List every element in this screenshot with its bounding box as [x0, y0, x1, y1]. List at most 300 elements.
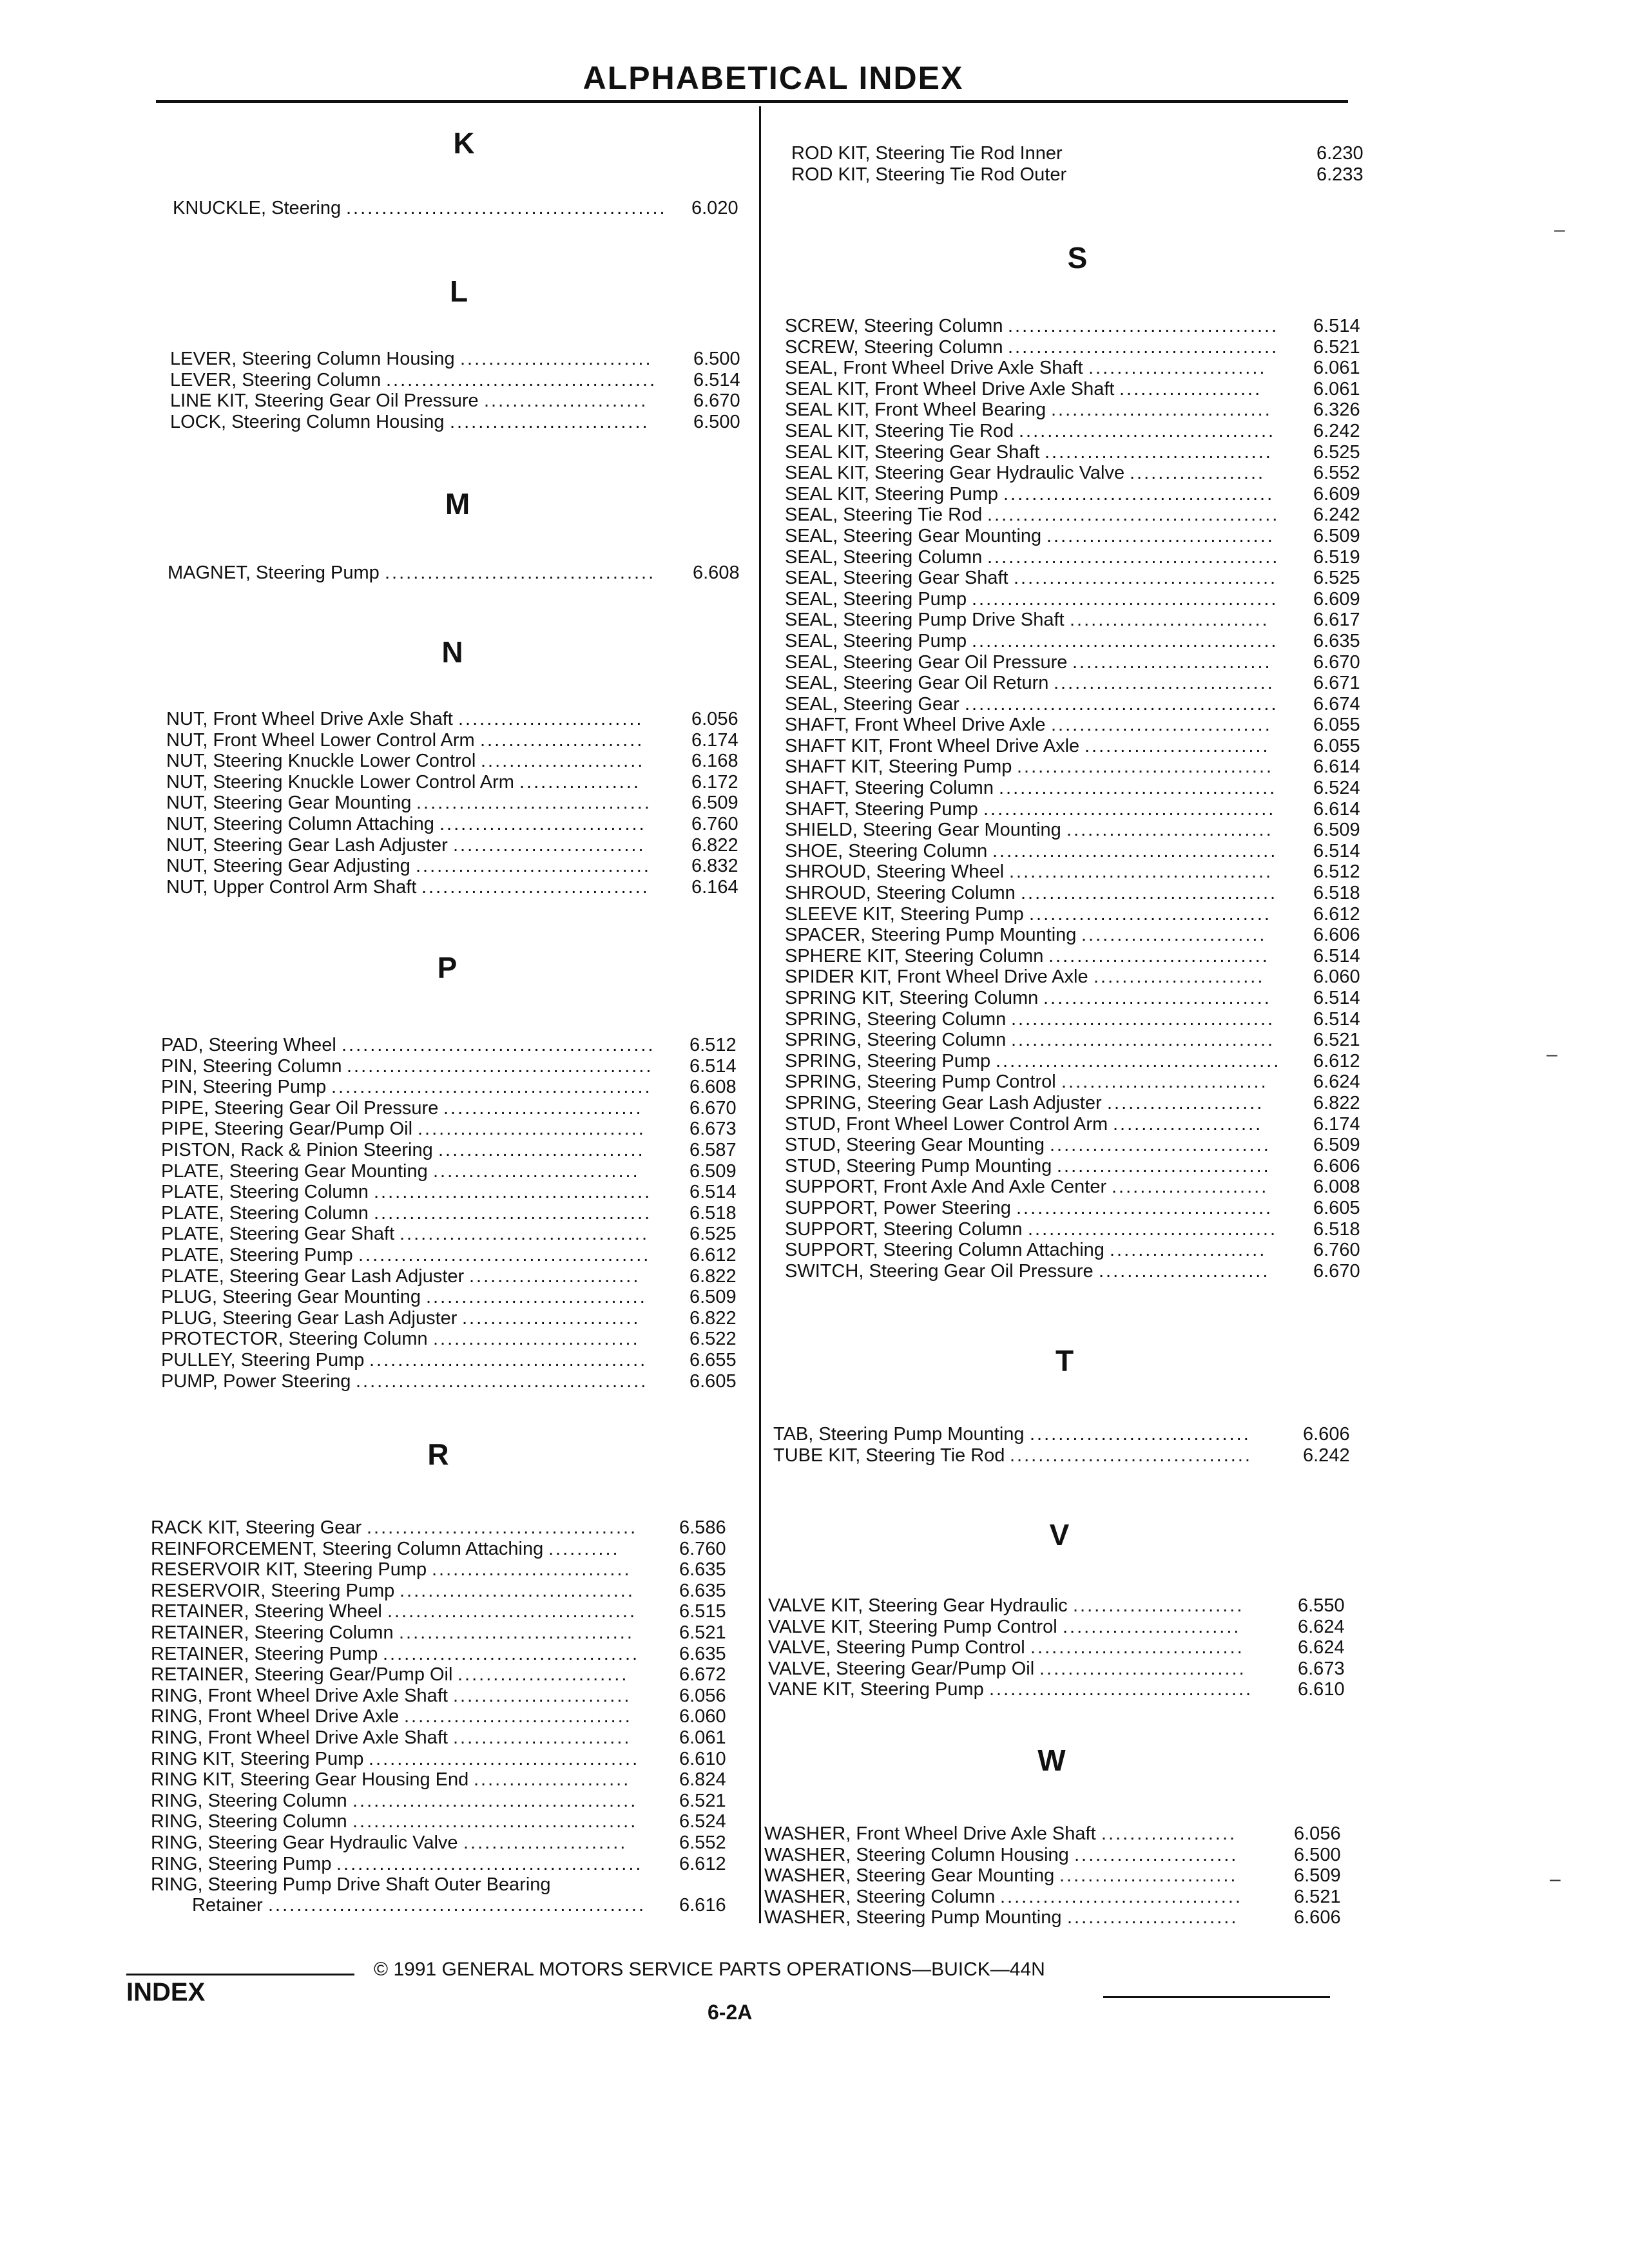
index-entry: [785, 988, 1365, 1009]
leader-dots: ....................................: [383, 1643, 640, 1664]
entry-page: 6.612: [1313, 903, 1360, 925]
entry-page: 6.670: [1313, 1260, 1360, 1282]
leader-dots: ............................: [432, 1559, 631, 1581]
leader-dots: ..............................: [1030, 1637, 1244, 1658]
entry-label: WASHER, Steering Column Housing: [764, 1844, 1069, 1865]
entry-page: 6.509: [1294, 1865, 1341, 1887]
leader-dots: .............................................: [346, 198, 667, 218]
entry-page: 6.514: [1313, 945, 1360, 966]
entry-label: RETAINER, Steering Wheel: [151, 1601, 382, 1622]
entry-label: SPRING, Steering Gear Lash Adjuster: [785, 1092, 1102, 1113]
leader-dots: .......................: [1074, 1844, 1239, 1865]
index-entry: [785, 358, 1365, 379]
index-entry: [166, 793, 798, 814]
index-entry: [785, 484, 1365, 505]
entry-list: [161, 1035, 793, 1392]
leader-dots: ...................: [1130, 463, 1266, 484]
index-entry: [785, 442, 1365, 463]
entry-page: 6.606: [1303, 1424, 1350, 1445]
index-entry: [161, 1119, 793, 1140]
entry-page: 6.605: [689, 1370, 737, 1392]
entry-label: NUT, Steering Gear Mounting: [166, 793, 412, 814]
entry-label: RING KIT, Steering Gear Housing End: [151, 1769, 469, 1791]
index-entry: [785, 1156, 1365, 1177]
entry-label: SPRING KIT, Steering Column: [785, 988, 1039, 1008]
leader-dots: ............................................: [965, 693, 1278, 715]
entry-page: 6.760: [1313, 1240, 1360, 1261]
entry-label: SEAL, Steering Gear: [785, 693, 959, 715]
entry-label: SEAL KIT, Steering Pump: [785, 483, 998, 505]
index-entry: [791, 143, 1371, 164]
index-entry: [161, 1245, 793, 1266]
entry-label: SHAFT, Steering Pump: [785, 798, 978, 820]
leader-dots: .........................................: [983, 798, 1276, 820]
index-entry: [166, 751, 798, 772]
index-entry: [764, 1907, 1344, 1928]
entry-label: SCREW, Steering Column: [785, 316, 1003, 336]
index-entry: [168, 562, 799, 584]
entry-label: PLUG, Steering Gear Lash Adjuster: [161, 1307, 458, 1329]
entry-page: 6.514: [693, 369, 740, 390]
entry-label: LOCK, Steering Column Housing: [170, 411, 445, 432]
index-entry: [166, 877, 798, 898]
index-entry: [785, 1093, 1365, 1114]
entry-list: [785, 316, 1365, 1282]
index-entry: [785, 379, 1365, 400]
leader-dots: ........................: [1067, 1907, 1239, 1928]
section-letter: K: [453, 126, 475, 160]
leader-dots: .............................: [439, 813, 646, 834]
index-entry: [151, 1832, 782, 1854]
index-entry: [166, 730, 798, 751]
leader-dots: .................................: [399, 1622, 634, 1643]
entry-page: 6.521: [679, 1622, 726, 1643]
entry-list: [768, 1595, 1348, 1700]
entry-page: 6.655: [689, 1349, 737, 1370]
leader-dots: ......................................: [386, 369, 657, 390]
index-entry: [785, 1177, 1365, 1198]
leader-dots: ............................: [1070, 610, 1269, 631]
index-entry: [161, 1077, 793, 1098]
entry-label: SEAL KIT, Steering Gear Hydraulic Valve: [785, 463, 1125, 484]
index-entry: [785, 841, 1365, 862]
index-entry: [161, 1329, 793, 1350]
index-entry: [151, 1581, 782, 1602]
entry-label: RETAINER, Steering Gear/Pump Oil: [151, 1664, 453, 1686]
index-entry: [166, 709, 798, 730]
entry-label: PLATE, Steering Gear Shaft: [161, 1224, 395, 1245]
entry-page: 6.522: [689, 1329, 737, 1350]
entry-page: 6.525: [1313, 568, 1360, 589]
entry-label: WASHER, Front Wheel Drive Axle Shaft: [764, 1823, 1096, 1844]
leader-dots: ................................: [418, 1119, 646, 1140]
entry-label: VALVE KIT, Steering Gear Hydraulic: [768, 1595, 1068, 1616]
entry-page: 6.822: [691, 834, 738, 856]
entry-label: REINFORCEMENT, Steering Column Attaching: [151, 1538, 544, 1559]
entry-label: SHROUD, Steering Column: [785, 883, 1016, 904]
leader-dots: ...............................: [1050, 1135, 1271, 1156]
entry-label: SPRING, Steering Column: [785, 1008, 1007, 1030]
entry-label: PLUG, Steering Gear Mounting: [161, 1287, 421, 1308]
entry-label: SUPPORT, Steering Column: [785, 1218, 1023, 1240]
entry-label: RING, Front Wheel Drive Axle: [151, 1706, 400, 1727]
leader-dots: .........................: [462, 1307, 641, 1329]
entry-page: 6.635: [679, 1559, 726, 1581]
entry-page: 6.760: [691, 813, 738, 834]
entry-page: 6.605: [1313, 1197, 1360, 1218]
leader-dots: ............................................: [342, 1035, 655, 1055]
section-letter: N: [441, 635, 463, 669]
entry-label: VANE KIT, Steering Pump: [768, 1679, 984, 1700]
entry-label: SHAFT, Steering Column: [785, 778, 994, 799]
entry-page: 6.020: [691, 198, 738, 218]
leader-dots: .........................: [1088, 358, 1267, 379]
leader-dots: .....................................................: [268, 1895, 646, 1916]
entry-page: 6.612: [689, 1244, 737, 1265]
entry-page: 6.671: [1313, 673, 1360, 694]
entry-page: 6.230: [1316, 143, 1364, 164]
entry-page: 6.061: [1313, 358, 1360, 379]
index-entry: [764, 1845, 1344, 1866]
entry-list: [166, 709, 798, 898]
section-letter: V: [1049, 1518, 1070, 1552]
entry-label: SUPPORT, Power Steering: [785, 1197, 1011, 1218]
index-entry: [785, 421, 1365, 442]
entry-page: 6.500: [693, 411, 740, 432]
index-entry: [151, 1727, 782, 1749]
index-entry: [161, 1371, 793, 1392]
entry-label: SPACER, Steering Pump Mounting: [785, 925, 1077, 946]
margin-mark: –: [1547, 1044, 1557, 1065]
entry-page: 6.822: [689, 1265, 737, 1287]
entry-page: 6.610: [1298, 1679, 1345, 1700]
leader-dots: ........................: [1073, 1595, 1244, 1616]
leader-dots: .......................................: [374, 1202, 652, 1224]
section-letter: T: [1055, 1344, 1074, 1378]
entry-page: 6.624: [1298, 1637, 1345, 1658]
entry-page: 6.635: [1313, 630, 1360, 651]
entry-label: KNUCKLE, Steering: [173, 198, 342, 218]
leader-dots: ........................: [469, 1265, 641, 1287]
entry-label: VALVE KIT, Steering Pump Control: [768, 1616, 1057, 1637]
entry-label: SEAL, Steering Gear Mounting: [785, 525, 1042, 546]
leader-dots: ..........................: [1081, 925, 1267, 946]
entry-page: 6.509: [689, 1160, 737, 1182]
index-entry: [785, 925, 1365, 946]
leader-dots: .......................................: [999, 778, 1277, 799]
index-entry: [785, 463, 1365, 484]
index-entry: [785, 505, 1365, 526]
index-entry: [161, 1056, 793, 1077]
leader-dots: .........................................: [987, 546, 1280, 568]
leader-dots: .......................: [484, 390, 648, 412]
entry-list: [173, 198, 804, 219]
leader-dots: .........................: [453, 1685, 631, 1706]
entry-page: 6.586: [679, 1517, 726, 1538]
index-entry: [785, 756, 1365, 778]
index-entry: [151, 1811, 782, 1832]
entry-page: 6.635: [679, 1643, 726, 1664]
index-entry: [785, 1114, 1365, 1135]
entry-label: TUBE KIT, Steering Tie Rod: [773, 1445, 1005, 1466]
leader-dots: .....................................: [1011, 1030, 1275, 1051]
entry-label: PIPE, Steering Gear/Pump Oil: [161, 1119, 413, 1140]
index-entry: [166, 772, 798, 793]
entry-page: 6.614: [1313, 756, 1360, 778]
entry-label: RESERVOIR KIT, Steering Pump: [151, 1559, 427, 1581]
margin-mark: –: [1550, 1869, 1561, 1890]
index-entry: [151, 1769, 782, 1791]
entry-label: RETAINER, Steering Column: [151, 1622, 394, 1643]
leader-dots: .........................: [1059, 1865, 1238, 1887]
leader-dots: .......................: [480, 729, 644, 751]
entry-page: 6.673: [689, 1119, 737, 1140]
entry-page: 6.614: [1313, 798, 1360, 820]
entry-label: PULLEY, Steering Pump: [161, 1349, 365, 1370]
entry-page: 6.514: [1313, 988, 1360, 1008]
index-entry: [764, 1865, 1344, 1887]
entry-page: 6.552: [679, 1832, 726, 1853]
entry-page: 6.672: [679, 1664, 726, 1686]
entry-page: 6.060: [679, 1706, 726, 1727]
index-entry: [785, 316, 1365, 337]
entry-page: 6.500: [1294, 1844, 1341, 1865]
index-entry: [166, 835, 798, 856]
entry-page: 6.514: [1313, 840, 1360, 861]
index-entry: [161, 1161, 793, 1182]
entry-page: 6.616: [679, 1895, 726, 1916]
leader-dots: ...........................................: [336, 1853, 643, 1874]
leader-dots: ......................: [1112, 1177, 1269, 1198]
entry-label: SHAFT, Front Wheel Drive Axle: [785, 715, 1046, 736]
leader-dots: .............................: [433, 1160, 640, 1182]
leader-dots: ........................................: [352, 1790, 638, 1811]
index-entry: [785, 799, 1365, 820]
leader-dots: ...............................: [1054, 673, 1275, 694]
leader-dots: .................................: [416, 793, 651, 814]
entry-label: SEAL KIT, Front Wheel Drive Axle Shaft: [785, 378, 1115, 399]
entry-page: 6.518: [1313, 883, 1360, 904]
leader-dots: ....................................: [1017, 756, 1274, 778]
entry-page: 6.610: [679, 1748, 726, 1769]
leader-dots: .........................................: [358, 1244, 651, 1265]
entry-page: 6.824: [679, 1769, 726, 1791]
entry-label-continued: Retainer: [192, 1895, 263, 1916]
index-entry: [785, 1051, 1365, 1072]
index-entry: [785, 1030, 1365, 1051]
entry-label: PROTECTOR, Steering Column: [161, 1329, 428, 1350]
entry-label: SPRING, Steering Pump Control: [785, 1072, 1056, 1093]
entry-page: 6.608: [693, 562, 740, 583]
leader-dots: ................................: [1045, 441, 1273, 463]
entry-page: 6.056: [691, 709, 738, 729]
leader-dots: ...............................: [1051, 399, 1272, 421]
leader-dots: ................................: [421, 876, 650, 898]
entry-page: 6.606: [1313, 925, 1360, 946]
index-entry: [785, 652, 1365, 673]
entry-page: 6.525: [1313, 441, 1360, 463]
entry-page: 6.509: [691, 793, 738, 814]
entry-label: SEAL KIT, Steering Gear Shaft: [785, 441, 1040, 463]
leader-dots: ..............................: [1057, 1155, 1271, 1177]
entry-list: [168, 562, 799, 584]
entry-label: NUT, Front Wheel Lower Control Arm: [166, 729, 475, 751]
leader-dots: ................................: [1046, 525, 1275, 546]
entry-page: 6.624: [1298, 1616, 1345, 1637]
leader-dots: ....................................: [1021, 883, 1278, 904]
leader-dots: ......................: [1110, 1240, 1267, 1261]
entry-label: SCREW, Steering Column: [785, 336, 1003, 358]
entry-page: 6.164: [691, 876, 738, 898]
entry-page: 6.233: [1316, 164, 1364, 185]
entry-page: 6.174: [691, 729, 738, 751]
entry-page: 6.056: [679, 1685, 726, 1706]
index-entry: [785, 883, 1365, 904]
index-entry: [768, 1679, 1348, 1700]
entry-page: 6.552: [1313, 463, 1360, 484]
index-entry: [166, 856, 798, 877]
entry-page: 6.512: [1313, 861, 1360, 883]
index-entry: [785, 946, 1365, 967]
index-entry: [170, 370, 802, 391]
index-entry: [161, 1140, 793, 1161]
entry-page: 6.008: [1313, 1177, 1360, 1198]
leader-dots: ..........................: [1084, 735, 1270, 756]
entry-page: 6.514: [1313, 316, 1360, 336]
index-entry: [785, 610, 1365, 631]
leader-dots: ........................................: [996, 1050, 1281, 1072]
entry-page: 6.060: [1313, 966, 1360, 988]
entry-page: 6.624: [1313, 1072, 1360, 1093]
entry-label: SUPPORT, Front Axle And Axle Center: [785, 1177, 1107, 1198]
entry-page: 6.832: [691, 856, 738, 877]
entry-page: 6.518: [689, 1202, 737, 1224]
entry-page: 6.509: [689, 1287, 737, 1308]
leader-dots: ..........: [548, 1538, 620, 1559]
entry-label: NUT, Steering Knuckle Lower Control: [166, 751, 476, 772]
leader-dots: ...............................: [1051, 715, 1272, 736]
leader-dots: ............................: [450, 411, 650, 432]
entry-label: SHAFT KIT, Steering Pump: [785, 756, 1012, 778]
leader-dots: .............................: [433, 1329, 640, 1350]
entry-page: 6.514: [689, 1182, 737, 1203]
entry-page: 6.521: [1313, 336, 1360, 358]
entry-label: PAD, Steering Wheel: [161, 1035, 336, 1055]
leader-dots: ........................: [1099, 1260, 1270, 1282]
index-entry: [170, 349, 802, 370]
entry-page: 6.617: [1313, 610, 1360, 631]
entry-label: VALVE, Steering Gear/Pump Oil: [768, 1658, 1035, 1679]
entry-label: MAGNET, Steering Pump: [168, 562, 380, 583]
entry-label: LEVER, Steering Column: [170, 369, 381, 390]
entry-label: SEAL, Steering Gear Oil Return: [785, 673, 1049, 694]
entry-label: ROD KIT, Steering Tie Rod Outer: [791, 164, 1067, 185]
entry-label: RESERVOIR, Steering Pump: [151, 1580, 395, 1601]
copyright-text: © 1991 GENERAL MOTORS SERVICE PARTS OPERATIONS—BUICK—44N: [374, 1959, 1045, 1980]
index-entry: [161, 1224, 793, 1245]
index-entry: [785, 526, 1365, 547]
leader-dots: .......................: [463, 1832, 628, 1853]
entry-label: NUT, Front Wheel Drive Axle Shaft: [166, 709, 453, 729]
leader-dots: ............................: [1072, 651, 1272, 673]
entry-label: SUPPORT, Steering Column Attaching: [785, 1240, 1104, 1261]
entry-label: RETAINER, Steering Pump: [151, 1643, 378, 1664]
entry-page: 6.056: [1294, 1823, 1341, 1844]
index-entry: [161, 1203, 793, 1224]
index-entry: [161, 1287, 793, 1308]
index-entry: [151, 1854, 782, 1875]
leader-dots: .........................: [453, 1727, 631, 1748]
index-entry: [161, 1098, 793, 1119]
leader-dots: .................................: [400, 1580, 635, 1601]
leader-dots: ...........................................: [972, 630, 1278, 651]
index-entry: [785, 631, 1365, 652]
page-number: 6-2A: [708, 2001, 753, 2024]
entry-label: NUT, Steering Gear Lash Adjuster: [166, 834, 448, 856]
leader-dots: .............................................: [331, 1077, 652, 1098]
leader-dots: .............................: [438, 1139, 645, 1160]
section-label: INDEX: [126, 1978, 206, 2006]
index-entry: [773, 1424, 1353, 1445]
entry-label: RING, Steering Pump: [151, 1853, 332, 1874]
index-entry: [785, 337, 1365, 358]
entry-label: LEVER, Steering Column Housing: [170, 349, 455, 369]
entry-list: [170, 349, 802, 432]
index-entry: [151, 1664, 782, 1686]
index-entry: [173, 198, 804, 219]
entry-page: 6.524: [1313, 778, 1360, 799]
entry-label: SLEEVE KIT, Steering Pump: [785, 903, 1024, 925]
entry-label: WASHER, Steering Pump Mounting: [764, 1907, 1062, 1928]
entry-label: SWITCH, Steering Gear Oil Pressure: [785, 1260, 1094, 1282]
leader-dots: ..................................: [1029, 903, 1271, 925]
index-entry: [151, 1517, 782, 1539]
index-entry: [785, 820, 1365, 841]
leader-dots: ........................................: [992, 840, 1278, 861]
entry-label: SPIDER KIT, Front Wheel Drive Axle: [785, 966, 1088, 988]
index-entry: [161, 1308, 793, 1329]
entry-label: SPRING, Steering Column: [785, 1030, 1007, 1051]
index-entry: [161, 1266, 793, 1287]
entry-label: NUT, Steering Knuckle Lower Control Arm: [166, 771, 514, 793]
entry-label: RING, Steering Column: [151, 1811, 347, 1832]
entry-page: 6.635: [679, 1580, 726, 1601]
entry-label: SPHERE KIT, Steering Column: [785, 945, 1044, 966]
leader-dots: ......................................: [385, 562, 656, 583]
entry-label: VALVE, Steering Pump Control: [768, 1637, 1025, 1658]
entry-page: 6.055: [1313, 715, 1360, 736]
entry-label: SHOE, Steering Column: [785, 840, 988, 861]
index-entry: [785, 589, 1365, 610]
index-entry: [151, 1601, 782, 1622]
entry-label: PUMP, Power Steering: [161, 1370, 351, 1392]
entry-page: 6.670: [689, 1097, 737, 1119]
entry-page: 6.061: [679, 1727, 726, 1748]
leader-dots: ......................................: [1003, 483, 1275, 505]
index-entry: [764, 1823, 1344, 1845]
index-entry: [768, 1658, 1348, 1680]
index-entry: [170, 390, 802, 412]
leader-dots: ......................................: [1008, 316, 1279, 336]
entry-page: 6.242: [1313, 505, 1360, 526]
leader-dots: ...............................: [1030, 1424, 1251, 1445]
entry-page: 6.512: [689, 1035, 737, 1055]
leader-dots: ........................: [1094, 966, 1265, 988]
entry-label: STUD, Front Wheel Lower Control Arm: [785, 1113, 1108, 1135]
index-entry: [785, 547, 1365, 568]
entry-page: 6.525: [689, 1224, 737, 1245]
leader-dots: ....................: [1119, 378, 1262, 399]
